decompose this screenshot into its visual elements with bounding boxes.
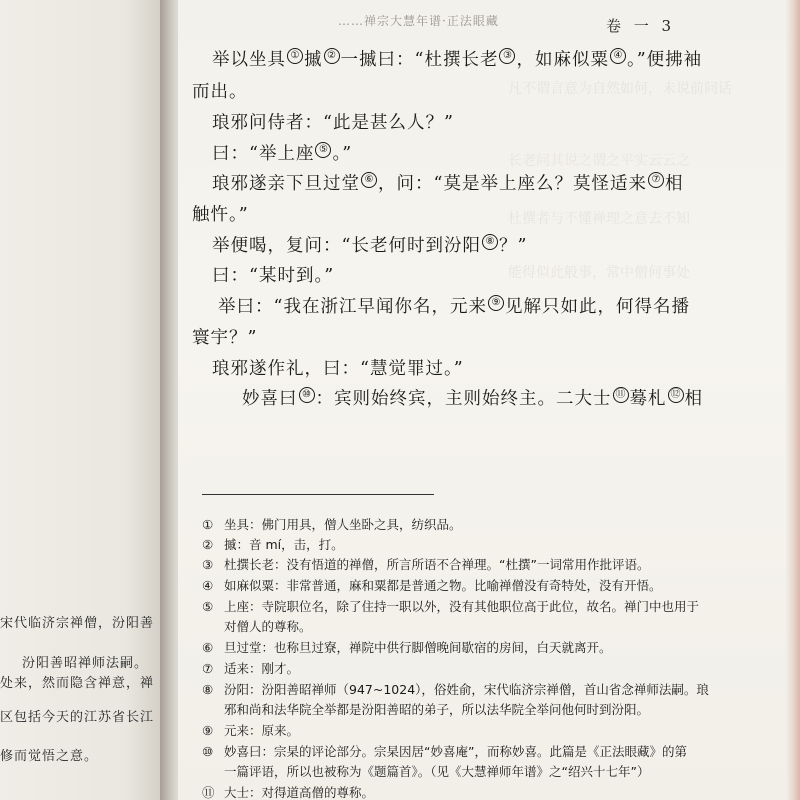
footnote: ⑦ 适来：刚才。 [202, 661, 300, 676]
left-page-fragment: 处来，然而隐含禅意，禅 [0, 676, 155, 691]
footnote: ③ 杜撰长老：没有悟道的禅僧，所言所语不合禅理。“杜撰”一词常用作批评语。 [202, 557, 650, 572]
left-page-fragment: 区包括今天的江苏省长江 [0, 710, 155, 725]
text-line: 琅邪遂亲下旦过堂 ⑥ ，问：“莫是举上座么？莫怪适来 ⑦ 相 [212, 174, 684, 194]
footnote-continuation: 对僧人的尊称。 [224, 619, 312, 634]
right-page: 凡不谓言意为自然如何，未说前问话 长老问其说之谓之平实云云之 杜撰者与不懂禅理之意去不知 能得似此般事，常中僧何事处 ……禅宗大慧年谱·正法眼藏 卷 一 3 举以坐具 ① 摵 ② 一摵曰：“杜撰长老 ③ ，如麻似粟 ④ 。”便拂袖 而出。 琅邪问侍者：“此是甚么人？” 曰：“举上座 ⑤ 。” 琅邪遂亲下旦过堂 ⑥ ，问：“莫是举上座么？莫怪适来 ⑦ 相 触忤。” 举便喝，复问：“长老何时到汾阳 ⑧ ？” 曰：“某时到。” 举曰：“我在浙江早闻你名，元来 ⑨ 见解只如此，何得名播 寰宇？” 琅邪遂作礼，曰：“慧觉罪过。” 妙喜曰 ⑩ ：宾则始终宾，主则始终主。二大士 ⑪ 蓦札 ⑫ 相 ① 坐具：佛门用具，僧人坐卧之具，纺织品。 ② 摵：音 mí，击，打。 ③ 杜撰长老：没有悟道的禅僧，所言所语不合禅理。“杜撰”一词常用作批评语。 ④ 如麻似粟：非常普通，麻和粟都是普通之物。比喻禅僧没有奇特处，没有开悟。 ⑤ 上座：寺院职位名，除了住持一职以外，没有其他职位高于此位，故名。禅门中也用于 对僧人的尊称。 ⑥ 旦过堂：也称旦过寮，禅院中供行脚僧晚间歇宿的房间，白天就离开。 ⑦ 适来：刚才。 ⑧ 汾阳：汾阳善昭禅师（947~1024），俗姓俞，宋代临济宗禅僧，首山省念禅师法嗣。琅 邪和尚和法华院全举都是汾阳善昭的弟子，所以法华院全举问他何时到汾阳。 ⑨ 元来：原来。 ⑩ 妙喜曰：宗杲的评论部分。宗杲因居“妙喜庵”，而称妙喜。此篇是《正法眼藏》的第 一篇评语，所以也被称为《题篇首》。（见《大慧禅师年谱》之“绍兴十七年”） ⑪ 大士：对得道高僧的尊称。 [178, 0, 800, 800]
text-line: 举曰：“我在浙江早闻你名，元来 ⑨ 见解只如此，何得名播 [218, 297, 690, 317]
left-page [0, 0, 168, 800]
footnote-divider [202, 494, 434, 495]
footnote: ⑤ 上座：寺院职位名，除了住持一职以外，没有其他职位高于此位，故名。禅门中也用于 [202, 599, 700, 614]
footnote: ① 坐具：佛门用具，僧人坐卧之具，纺织品。 [202, 517, 462, 532]
left-page-fragment: 宋代临济宗禅僧，汾阳善 [0, 616, 155, 631]
text-line: 而出。 [192, 82, 248, 102]
footnote: ② 摵：音 mí，击，打。 [202, 537, 344, 552]
footnote: ⑨ 元来：原来。 [202, 723, 300, 738]
text-line: 妙喜曰 ⑩ ：宾则始终宾，主则始终主。二大士 ⑪ 蓦札 ⑫ 相 [242, 389, 703, 409]
text-line: 琅邪问侍者：“此是甚么人？” [212, 113, 454, 133]
footnote: ④ 如麻似粟：非常普通，麻和粟都是普通之物。比喻禅僧没有奇特处，没有开悟。 [202, 578, 662, 593]
text-line: 曰：“举上座 ⑤ 。” [212, 144, 353, 164]
text-line: 曰：“某时到。” [212, 266, 335, 286]
left-page-fragment: 汾阳善昭禅师法嗣。 [22, 656, 149, 671]
footnote: ⑩ 妙喜曰：宗杲的评论部分。宗杲因居“妙喜庵”，而称妙喜。此篇是《正法眼藏》的第 [202, 744, 687, 759]
footnote-continuation: 一篇评语，所以也被称为《题篇首》。（见《大慧禅师年谱》之“绍兴十七年”） [224, 764, 650, 779]
text-line: 寰宇？” [192, 328, 258, 348]
page-edge [786, 0, 800, 800]
text-line: 琅邪遂作礼，曰：“慧觉罪过。” [212, 359, 464, 379]
page-number: 卷 一 3 [606, 17, 676, 35]
running-header-title: ……禅宗大慧年谱·正法眼藏 [338, 14, 499, 28]
text-line: 触忤。” [192, 205, 249, 225]
text-line: 举以坐具 ① 摵 ② 一摵曰：“杜撰长老 ③ ，如麻似粟 ④ 。”便拂袖 [212, 50, 703, 70]
left-page-fragment: 修而觉悟之意。 [0, 749, 99, 764]
footnote: ⑥ 旦过堂：也称旦过寮，禅院中供行脚僧晚间歇宿的房间，白天就离开。 [202, 640, 612, 655]
text-line: 举便喝，复问：“长老何时到汾阳 ⑧ ？” [212, 236, 528, 256]
footnote: ⑧ 汾阳：汾阳善昭禅师（947~1024），俗姓俞，宋代临济宗禅僧，首山省念禅师法嗣。琅 [202, 682, 709, 697]
footnote-continuation: 邪和尚和法华院全举都是汾阳善昭的弟子，所以法华院全举问他何时到汾阳。 [224, 702, 650, 717]
footnote: ⑪ 大士：对得道高僧的尊称。 [202, 785, 375, 800]
